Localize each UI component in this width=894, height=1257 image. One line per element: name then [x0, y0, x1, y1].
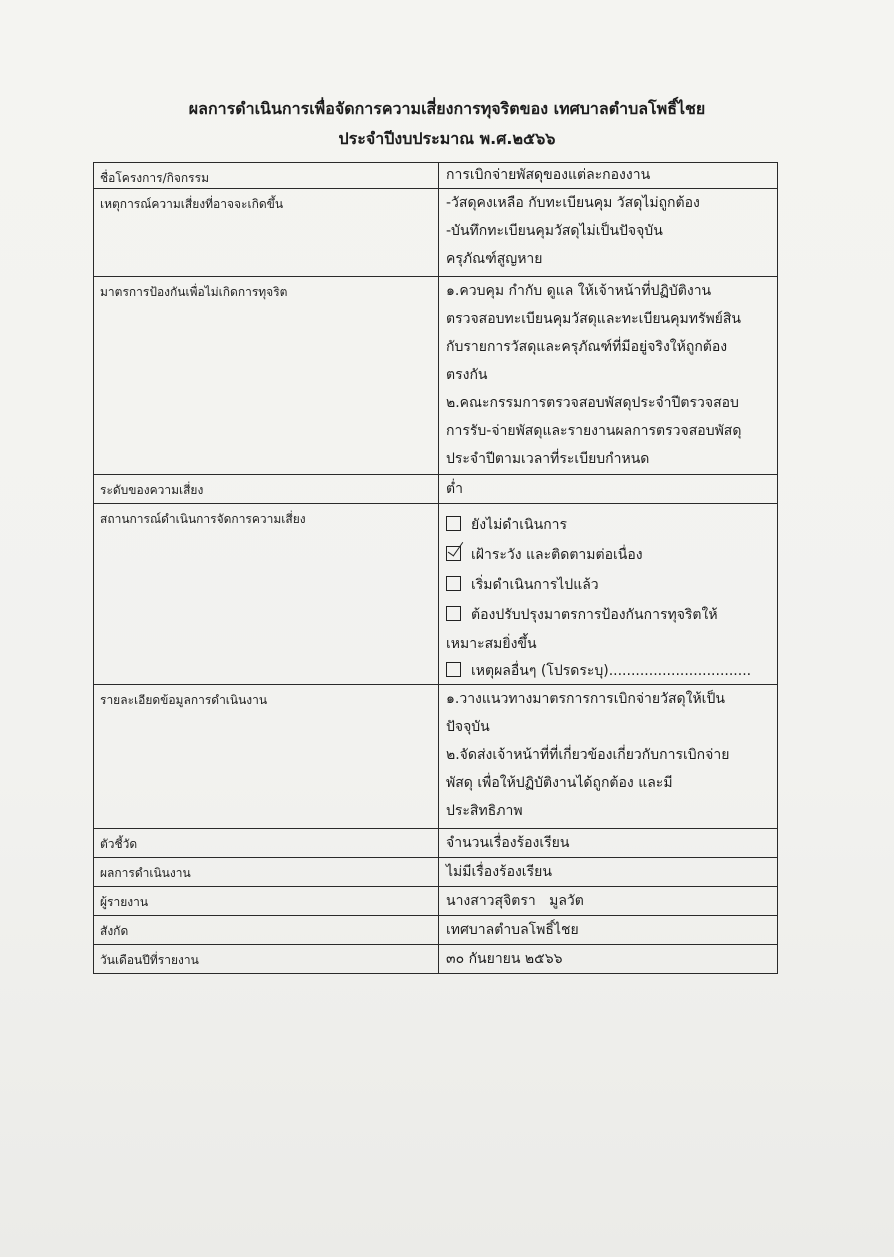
value-project: การเบิกจ่ายพัสดุของแต่ละกองงาน [439, 163, 778, 189]
value-reporter: นางสาวสุจิตรา มูลวัต [439, 887, 778, 916]
risk-event-line: -บันทึกทะเบียนคุมวัสดุไม่เป็นปัจจุบัน [446, 223, 663, 239]
title-line-2: ประจำปีงบประมาณ พ.ศ.๒๕๖๖ [338, 129, 556, 148]
label-details: รายละเอียดข้อมูลการดำเนินงาน [94, 685, 439, 829]
details-line: ประสิทธิภาพ [446, 803, 523, 819]
label-risk-level: ระดับของความเสี่ยง [94, 475, 439, 504]
prevention-line: กับรายการวัสดุและครุภัณฑ์ที่มีอยู่จริงให้ถูกต้อง [446, 339, 728, 355]
details-line: ๒.จัดส่งเจ้าหน้าที่ที่เกี่ยวข้องเกี่ยวกับการเบิกจ่าย [446, 747, 730, 763]
status-option [446, 510, 777, 540]
row-project [94, 163, 778, 189]
label-project: ชื่อโครงการ/กิจกรรม [94, 163, 439, 189]
risk-event-line: ครุภัณฑ์สูญหาย [446, 251, 543, 267]
details-line: ปัจจุบัน [446, 719, 490, 735]
checkbox-checked-icon [446, 546, 461, 561]
row-affiliation [94, 916, 778, 945]
row-reporter [94, 887, 778, 916]
status-option-text: ต้องปรับปรุงมาตรการป้องกันการทุจริตให้ [471, 607, 718, 623]
value-details [439, 685, 778, 829]
row-details [94, 685, 778, 829]
details-line: ๑.วางแนวทางมาตรการการเบิกจ่ายวัสดุให้เป็น [446, 691, 725, 707]
status-option-continuation: เหมาะสมยิ่งขึ้น [446, 636, 537, 652]
status-option [446, 570, 777, 600]
label-report-date: วันเดือนปีที่รายงาน [94, 945, 439, 974]
title-line-1: ผลการดำเนินการเพื่อจัดการความเสี่ยงการทุจริตของ เทศบาลตำบลโพธิ์ไชย [188, 99, 706, 118]
risk-event-line: -วัสดุคงเหลือ กับทะเบียนคุม วัสดุไม่ถูกต้อง [446, 195, 700, 211]
row-report-date [94, 945, 778, 974]
checkbox-icon [446, 576, 461, 591]
checkbox-icon [446, 606, 461, 621]
prevention-line: ๒.คณะกรรมการตรวจสอบพัสดุประจำปีตรวจสอบ [446, 395, 739, 411]
label-risk-event: เหตุการณ์ความเสี่ยงที่อาจจะเกิดขึ้น [94, 189, 439, 277]
label-result: ผลการดำเนินงาน [94, 858, 439, 887]
value-risk-event [439, 189, 778, 277]
row-status [94, 504, 778, 685]
status-option-text: เฝ้าระวัง และติดตามต่อเนื่อง [471, 547, 643, 563]
row-risk-event [94, 189, 778, 277]
label-affiliation: สังกัด [94, 916, 439, 945]
row-indicator [94, 829, 778, 858]
details-line: พัสดุ เพื่อให้ปฏิบัติงานได้ถูกต้อง และมี [446, 775, 673, 791]
status-option [446, 600, 777, 630]
row-risk-level [94, 475, 778, 504]
label-indicator: ตัวชี้วัด [94, 829, 439, 858]
status-option-text: เริ่มดำเนินการไปแล้ว [471, 577, 599, 593]
status-option-text: ยังไม่ดำเนินการ [471, 517, 568, 533]
prevention-line: ๑.ควบคุม กำกับ ดูแล ให้เจ้าหน้าที่ปฏิบัติงาน [446, 283, 712, 299]
label-reporter: ผู้รายงาน [94, 887, 439, 916]
document-title [0, 94, 894, 154]
checkbox-icon [446, 662, 461, 677]
risk-report-table [93, 162, 778, 974]
label-status: สถานการณ์ดำเนินการจัดการความเสี่ยง [94, 504, 439, 685]
prevention-line: ประจำปีตามเวลาที่ระเบียบกำหนด [446, 451, 650, 467]
row-result [94, 858, 778, 887]
value-status [439, 504, 778, 685]
value-prevention [439, 277, 778, 475]
prevention-line: ตรงกัน [446, 367, 488, 383]
value-affiliation: เทศบาลตำบลโพธิ์ไชย [439, 916, 778, 945]
value-indicator: จำนวนเรื่องร้องเรียน [439, 829, 778, 858]
status-option-text: เหตุผลอื่นๆ (โปรดระบุ)................................ [471, 663, 752, 679]
status-option [446, 540, 777, 570]
status-option [446, 658, 777, 684]
prevention-line: การรับ-จ่ายพัสดุและรายงานผลการตรวจสอบพัสดุ [446, 423, 742, 439]
checkbox-icon [446, 516, 461, 531]
row-prevention [94, 277, 778, 475]
prevention-line: ตรวจสอบทะเบียนคุมวัสดุและทะเบียนคุมทรัพย์สิน [446, 311, 742, 327]
value-result: ไม่มีเรื่องร้องเรียน [439, 858, 778, 887]
label-prevention: มาตรการป้องกันเพื่อไม่เกิดการทุจริต [94, 277, 439, 475]
value-report-date: ๓๐ กันยายน ๒๕๖๖ [439, 945, 778, 974]
value-risk-level: ต่ำ [439, 475, 778, 504]
